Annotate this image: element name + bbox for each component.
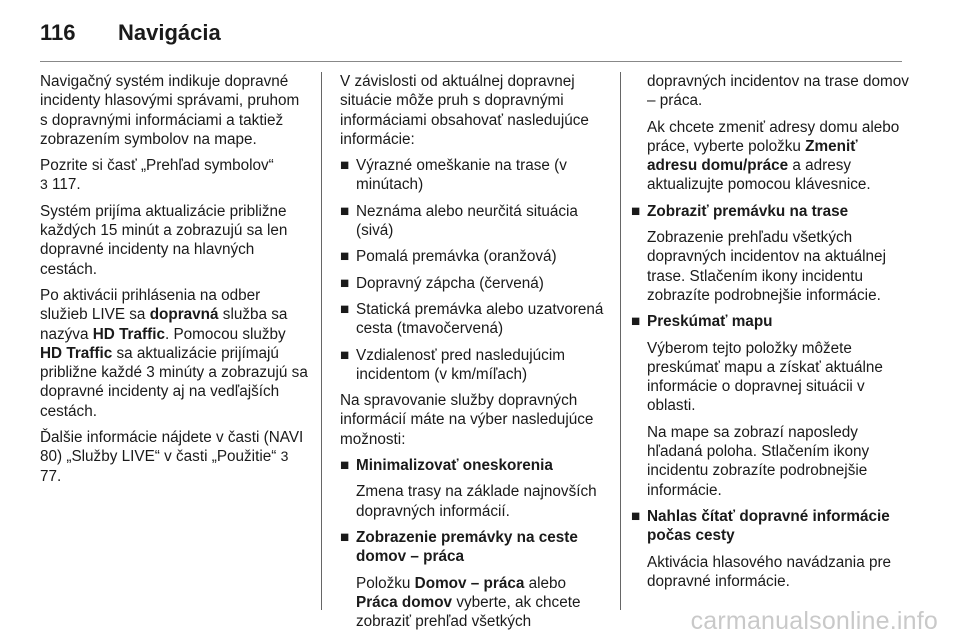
- option-description: dopravných incidentov na trase domov – práca.: [647, 73, 909, 110]
- bullet-icon: ■: [631, 313, 641, 331]
- bullet-icon: ■: [340, 300, 350, 318]
- bullet-icon: ■: [340, 457, 350, 475]
- paragraph: Na spravovanie služby dopravných informácií máte na výber nasledujúce možnosti:: [340, 392, 594, 448]
- page-header: [40, 18, 221, 48]
- bullet-icon: ■: [340, 528, 350, 546]
- page-ref-arrow-icon: 3: [40, 176, 48, 193]
- option-item: ■ Zobrazenie premávky na ceste domov – práca: [340, 528, 578, 566]
- list-item: ■ Neznáma alebo neurčitá situácia (sivá): [340, 202, 578, 240]
- page-number: 116: [40, 20, 76, 45]
- paragraph: Systém prijíma aktualizácie približne každých 15 minút a zobrazujú sa len dopravné incidenty na hlavných cestách.: [40, 202, 288, 278]
- page-ref-arrow-icon: 3: [280, 448, 289, 465]
- option-description: Výberom tejto položky môžete preskúmať mapu a získať aktuálne informácie o dopravnej situácii v oblasti.: [647, 339, 883, 415]
- watermark: carmanualsonline.info: [690, 607, 938, 635]
- column-3: [631, 72, 909, 598]
- bullet-icon: ■: [340, 157, 350, 175]
- bullet-icon: ■: [340, 202, 350, 220]
- option-description: Na mape sa zobrazí naposledy hľadaná poloha. Stlačením ikony incidentu zobrazíte podrobnejšie informácie.: [647, 423, 870, 499]
- column-divider-2: [620, 72, 621, 610]
- list-item: ■ Pomalá premávka (oranžová): [340, 248, 557, 266]
- column-divider-1: [321, 72, 322, 610]
- paragraph: Pozrite si časť „Prehľad symbolov“ 3 117.: [40, 157, 274, 194]
- header-rule: [40, 61, 902, 62]
- list-item: ■ Výrazné omeškanie na trase (v minútach): [340, 157, 567, 194]
- page-ref[interactable]: 117.: [52, 176, 81, 194]
- paragraph: Po aktivácii prihlásenia na odber služieb LIVE sa dopravná služba sa nazýva HD Traffic. Pomocou služby HD Traffic sa aktualizácie prijímajú približne každé 3 minúty a zobrazujú sa dopravné incidenty aj na vedľajších cestách.: [40, 286, 308, 420]
- option-description: Ak chcete zmeniť adresy domu alebo práce, vyberte položku Zmeniť adresu domu/práce a adresy aktualizujte pomocou klávesnice.: [647, 118, 900, 194]
- page-title: Navigácia: [118, 20, 221, 45]
- option-item: ■ Preskúmať mapu: [631, 313, 773, 331]
- bullet-icon: ■: [631, 202, 641, 220]
- option-description: Zobrazenie prehľadu všetkých dopravných incidentov na aktuálnej trase. Stlačením ikony incidentu zobrazíte podrobnejšie informácie.: [647, 229, 886, 304]
- list-item: ■ Statická premávka alebo uzatvorená cesta (tmavočervená): [340, 300, 604, 338]
- list-item: ■ Dopravný zápcha (červená): [340, 274, 544, 292]
- option-item: ■ Nahlas čítať dopravné informácie počas cesty: [631, 507, 890, 545]
- bullet-icon: ■: [340, 346, 350, 364]
- list-item: ■ Vzdialenosť pred nasledujúcim incidentom (v km/míľach): [340, 346, 565, 383]
- paragraph: Ďalšie informácie nájdete v časti (NAVI 80) „Služby LIVE“ v časti „Použitie“ 3 77.: [40, 429, 304, 485]
- paragraph: V závislosti od aktuálnej dopravnej situácie môže pruh s dopravnými informáciami obsahovať nasledujúce informácie:: [340, 73, 589, 148]
- page-ref[interactable]: 77.: [40, 467, 62, 485]
- option-item: ■ Zobraziť premávku na trase: [631, 202, 849, 220]
- option-description: Položku Domov – práca alebo Práca domov vyberte, ak chcete zobraziť prehľad všetkých: [356, 574, 581, 631]
- option-description: Aktivácia hlasového navádzania pre dopravné informácie.: [647, 553, 892, 590]
- bullet-icon: ■: [631, 507, 641, 525]
- paragraph: Navigačný systém indikuje dopravné incidenty hlasovými správami, pruhom s dopravnými informáciami a taktiež zobrazením symbolov na mape.: [40, 73, 300, 148]
- option-item: ■ Minimalizovať oneskorenia: [340, 457, 553, 475]
- bullet-icon: ■: [340, 274, 350, 292]
- column-1: [40, 72, 308, 493]
- bullet-icon: ■: [340, 248, 350, 266]
- option-description: Zmena trasy na základe najnovších dopravných informácií.: [356, 483, 597, 520]
- column-2: [340, 72, 608, 638]
